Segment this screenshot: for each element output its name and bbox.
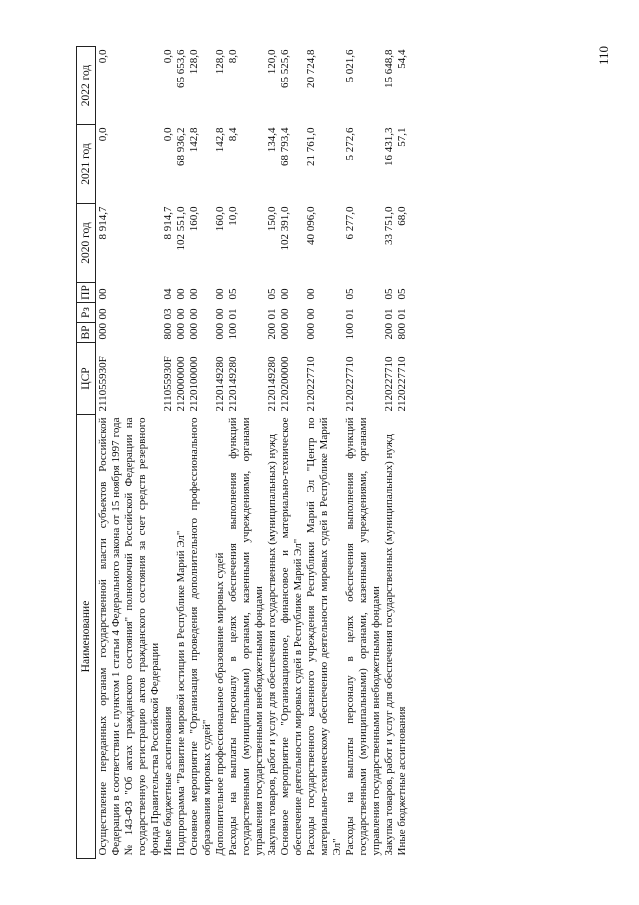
row-vr: 000 <box>279 323 291 340</box>
row-name: Закупка товаров, работ и услуг для обеспечения государственных (муниципальных) нужд <box>266 434 278 856</box>
row-2021: 16 431,3 <box>383 127 395 166</box>
row-name: Подпрограмма "Развитие мировой юстиции в Республике Марий Эл" <box>175 530 187 856</box>
row-pr: 00 <box>214 288 226 300</box>
table-header <box>77 47 96 859</box>
row-2021: 8,4 <box>227 127 239 142</box>
table-row <box>188 47 214 859</box>
row-2020: 160,0 <box>188 206 200 232</box>
table-row <box>279 47 305 859</box>
row-csr: 2120149280 <box>266 356 278 412</box>
row-pr: 04 <box>162 288 174 300</box>
row-2022: 15 648,8 <box>383 49 395 88</box>
row-vr: 800 <box>396 323 408 340</box>
row-csr: 2120227710 <box>344 356 356 412</box>
row-rz: 00 <box>188 308 200 320</box>
row-csr: 2120227710 <box>305 356 317 412</box>
row-2021: 0,0 <box>162 127 174 142</box>
row-name: Расходы государственного казенного учреждения Республики Марий Эл "Центр по материально-техническому обеспечению деятельности мировых судей в Республике Марий Эл" <box>305 417 343 856</box>
table-row <box>214 47 227 859</box>
table-row <box>162 47 175 859</box>
row-csr: 2120149280 <box>214 356 226 412</box>
row-rz: 01 <box>227 308 239 320</box>
row-pr: 00 <box>305 288 317 300</box>
header-name: Наименование <box>77 415 96 859</box>
table-row <box>266 47 279 859</box>
row-2020: 8 914,7 <box>162 206 174 240</box>
table-row <box>344 47 383 859</box>
row-2020: 160,0 <box>214 206 226 232</box>
row-name: Иные бюджетные ассигнования <box>162 706 174 856</box>
header-2020: 2020 год <box>77 204 96 283</box>
header-csr: ЦСР <box>77 343 96 415</box>
row-csr: 2120227710 <box>396 356 408 412</box>
row-2022: 54,4 <box>396 49 408 69</box>
row-2021: 134,4 <box>266 127 278 153</box>
row-2021: 142,8 <box>188 127 200 153</box>
table-row <box>227 47 266 859</box>
table-row <box>305 47 344 859</box>
row-pr: 05 <box>266 288 278 300</box>
row-2022: 20 724,8 <box>305 49 317 88</box>
row-pr: 00 <box>175 288 187 300</box>
row-pr: 00 <box>279 288 291 300</box>
row-2022: 128,0 <box>188 49 200 75</box>
header-row <box>77 47 96 859</box>
row-2021: 68 793,4 <box>279 127 291 166</box>
row-vr: 000 <box>97 323 109 340</box>
row-vr: 000 <box>175 323 187 340</box>
row-rz: 01 <box>396 308 408 320</box>
row-vr: 000 <box>214 323 226 340</box>
row-rz: 00 <box>305 308 317 320</box>
row-vr: 000 <box>188 323 200 340</box>
budget-table <box>76 46 409 859</box>
header-pr: ПР <box>77 283 96 303</box>
row-name: Дополнительное профессиональное образование мировых судей <box>214 552 226 856</box>
row-name: Основное мероприятие "Организация проведения дополнительного профессионального образования мировых судей" <box>188 417 213 856</box>
row-2022: 0,0 <box>97 49 109 64</box>
row-name: Расходы на выплаты персоналу в целях обеспечения выполнения функций государственными (муниципальными) органами, казенными учреждениями, органами управления государственными внебюджетными фондами <box>344 417 382 856</box>
row-vr: 200 <box>383 323 395 340</box>
header-2022: 2022 год <box>77 47 96 125</box>
row-pr: 00 <box>97 288 109 300</box>
row-2022: 120,0 <box>266 49 278 75</box>
header-rz: Рз <box>77 303 96 323</box>
row-2020: 8 914,7 <box>97 206 109 240</box>
row-2022: 65 525,6 <box>279 49 291 88</box>
row-vr: 200 <box>266 323 278 340</box>
row-2021: 142,8 <box>214 127 226 153</box>
header-vr: ВР <box>77 323 96 343</box>
row-2022: 5 021,6 <box>344 49 356 83</box>
row-2021: 68 936,2 <box>175 127 187 166</box>
row-2022: 8,0 <box>227 49 239 64</box>
row-2020: 10,0 <box>227 206 239 226</box>
row-name: Основное мероприятие "Организационное, финансовое и материально-техническое обеспечение деятельности мировых судей в Республике Марий Эл" <box>279 417 304 856</box>
row-csr: 2120100000 <box>188 356 200 412</box>
row-pr: 05 <box>383 288 395 300</box>
row-2020: 102 551,0 <box>175 206 187 251</box>
page-number: 110 <box>596 45 611 65</box>
row-rz: 01 <box>383 308 395 320</box>
row-2020: 33 751,0 <box>383 206 395 245</box>
row-rz: 03 <box>162 308 174 320</box>
row-2021: 21 761,0 <box>305 127 317 166</box>
row-2022: 128,0 <box>214 49 226 75</box>
row-name: Расходы на выплаты персоналу в целях обеспечения выполнения функций государственными (муниципальными) органами, казенными учреждениями, органами управления государственными внебюджетными фондами <box>227 417 265 856</box>
row-name: Иные бюджетные ассигнования <box>396 706 408 856</box>
row-csr: 2120200000 <box>279 356 291 412</box>
table-row <box>96 47 163 859</box>
row-rz: 00 <box>175 308 187 320</box>
table-row <box>396 47 409 859</box>
row-2020: 68,0 <box>396 206 408 226</box>
table-body <box>96 47 410 859</box>
row-vr: 800 <box>162 323 174 340</box>
row-csr: 211055930F <box>97 356 109 412</box>
row-rz: 00 <box>97 308 109 320</box>
row-2020: 6 277,0 <box>344 206 356 240</box>
table-row <box>175 47 188 859</box>
row-pr: 05 <box>227 288 239 300</box>
row-csr: 2120227710 <box>383 356 395 412</box>
row-csr: 2120149280 <box>227 356 239 412</box>
row-2021: 0,0 <box>97 127 109 142</box>
header-2021: 2021 год <box>77 125 96 204</box>
row-2021: 57,1 <box>396 127 408 147</box>
row-rz: 00 <box>214 308 226 320</box>
row-name: Осуществление переданных органам государственной власти субъектов Российской Федерации в соответствии с пунктом 1 статьи 4 Федерального закона от 15 ноября 1997 года № 143-ФЗ "Об актах гражданского состояния" полномочий Российской Федерации на государственную регистрацию актов гражданского состояния за счет средств резервного фонда Правительства Российской Федерации <box>97 417 161 856</box>
row-vr: 100 <box>227 323 239 340</box>
row-2022: 0,0 <box>162 49 174 64</box>
row-vr: 000 <box>305 323 317 340</box>
row-pr: 05 <box>396 288 408 300</box>
row-rz: 00 <box>279 308 291 320</box>
row-csr: 2120000000 <box>175 356 187 412</box>
row-rz: 01 <box>344 308 356 320</box>
row-pr: 00 <box>188 288 200 300</box>
row-pr: 05 <box>344 288 356 300</box>
row-name: Закупка товаров, работ и услуг для обеспечения государственных (муниципальных) нужд <box>383 434 395 856</box>
row-csr: 211055930F <box>162 356 174 412</box>
row-2020: 102 391,0 <box>279 206 291 251</box>
row-2022: 65 653,6 <box>175 49 187 88</box>
row-2020: 150,0 <box>266 206 278 232</box>
row-2021: 5 272,6 <box>344 127 356 161</box>
row-2020: 40 096,0 <box>305 206 317 245</box>
table-row <box>383 47 396 859</box>
row-rz: 01 <box>266 308 278 320</box>
row-vr: 100 <box>344 323 356 340</box>
